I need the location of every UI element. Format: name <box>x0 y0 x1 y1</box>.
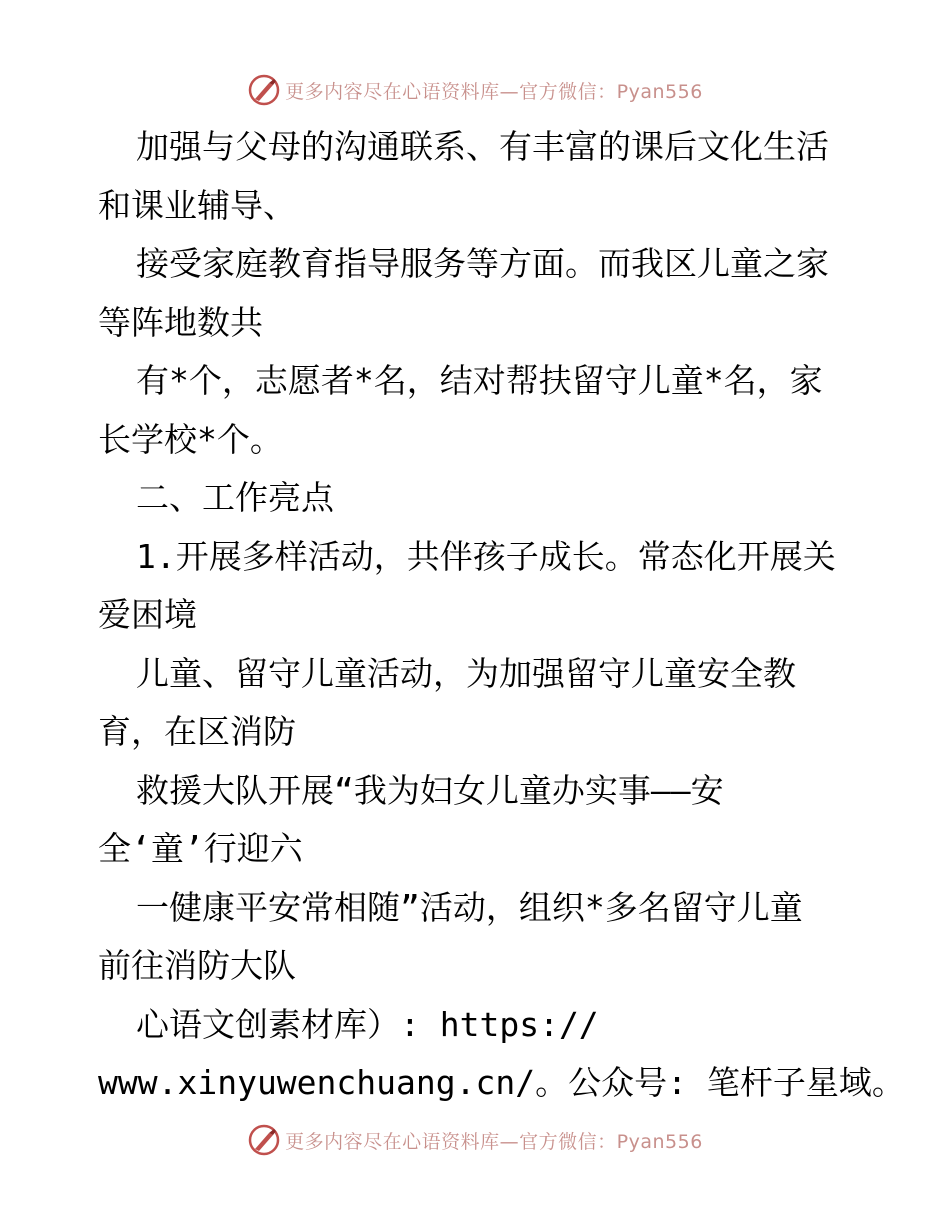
text-line: 育，在区消防 <box>98 712 296 751</box>
section-heading: 二、工作亮点 <box>136 478 334 517</box>
footer-watermark-text: 更多内容尽在心语资料库—官方微信：Pyan556 <box>285 1130 703 1153</box>
text-line: 救援大队开展“我为妇女儿童办实事——安 <box>136 770 724 810</box>
pen-logo-icon <box>247 1123 281 1157</box>
text-line: 加强与父母的沟通联系、有丰富的课后文化生活 <box>136 127 829 166</box>
text-line: 接受家庭教育指导服务等方面。而我区儿童之家 <box>136 244 829 283</box>
text-line: 儿童、留守儿童活动，为加强留守儿童安全教 <box>136 653 796 693</box>
pen-logo-icon <box>247 73 281 107</box>
footer-watermark-banner <box>0 1120 950 1160</box>
document-body <box>98 118 905 1113</box>
text-line: 爱困境 <box>98 595 197 634</box>
header-watermark-text: 更多内容尽在心语资料库—官方微信：Pyan556 <box>285 80 703 103</box>
text-line: 等阵地数共 <box>98 302 263 342</box>
text-line: 前往消防大队 <box>98 946 296 985</box>
header-watermark-banner <box>0 70 950 110</box>
text-line: 1.开展多样活动，共伴孩子成长。常态化开展关 <box>136 536 836 576</box>
text-line: 心语文创素材库）: https:// <box>136 1004 599 1044</box>
text-line: 全‘童’行迎六 <box>98 829 303 868</box>
text-line: 和课业辅导、 <box>98 185 296 225</box>
text-line: 一健康平安常相随”活动，组织*多名留守儿童 <box>136 887 803 927</box>
text-line: 长学校*个。 <box>98 419 283 459</box>
text-line: 有*个，志愿者*名，结对帮扶留守儿童*名，家 <box>136 361 823 400</box>
text-line: www.xinyuwenchuang.cn/。公众号: 笔杆子星域。 <box>98 1063 905 1102</box>
